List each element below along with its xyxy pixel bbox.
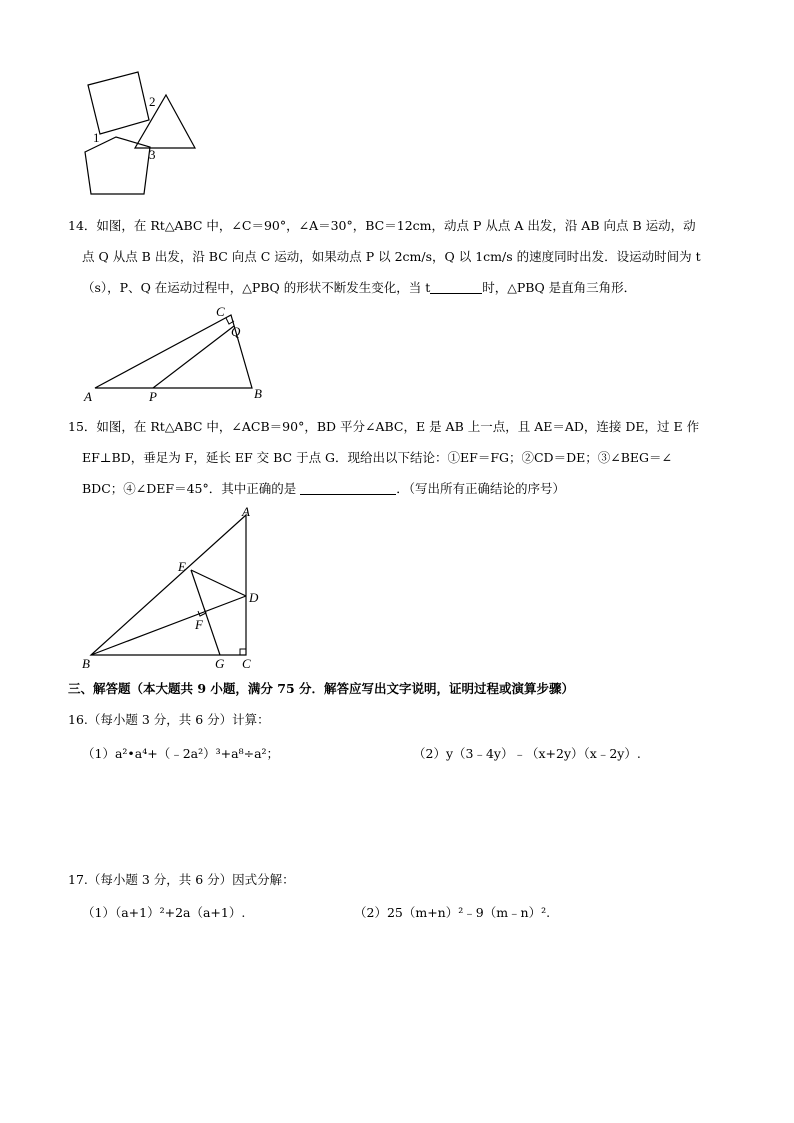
square-shape	[88, 72, 149, 134]
q15-triangle-figure	[78, 502, 278, 674]
angle-label-1: 1	[93, 130, 100, 145]
q14-line-1: 14．如图，在 Rt△ABC 中，∠C＝90°，∠A＝30°，BC＝12cm，动点 P 从点 A 出发，沿 AB 向点 B 运动，动	[68, 218, 696, 233]
q14-line-3a: （s），P、Q 在运动过程中，△PBQ 的形状不断发生变化，当 t	[82, 280, 431, 295]
polygons-figure	[78, 68, 208, 200]
q16-part-2: （2）y（3﹣4y）﹣（x+2y）（x﹣2y）.	[413, 746, 641, 761]
q14-line-3b: 时，△PBQ 是直角三角形．	[482, 280, 637, 295]
label-a: A	[84, 389, 92, 404]
angle-label-2: 2	[149, 94, 156, 109]
q14-line-3	[82, 278, 636, 298]
q15-line-3	[82, 479, 565, 499]
segment-ed	[191, 570, 246, 596]
segment-bd	[91, 596, 246, 655]
label-b: B	[82, 656, 90, 671]
label-c: C	[216, 304, 225, 319]
q17-part-2: （2）25（m+n）²﹣9（m﹣n）².	[354, 905, 551, 920]
q14-answer-blank[interactable]	[430, 280, 482, 294]
label-q: Q	[231, 324, 241, 339]
q15-line-3a: BDC；④∠DEF＝45°．其中正确的是	[82, 481, 297, 496]
q16-part-1: （1）a²•a⁴+（﹣2a²）³+a⁸÷a²；	[82, 746, 280, 761]
q14-line-2: 点 Q 从点 B 出发，沿 BC 向点 C 运动，如果动点 P 以 2cm/s，Q 以 1cm/s 的速度同时出发．设运动时间为 t	[82, 249, 701, 264]
q15-line-3b: ．（写出所有正确结论的序号）	[396, 481, 565, 496]
q17-part-1: （1）（a+1）²+2a（a+1）.	[82, 905, 246, 920]
q15-line-1: 15．如图，在 Rt△ABC 中，∠ACB＝90°，BD 平分∠ABC，E 是 AB 上一点，且 AE＝AD，连接 DE，过 E 作	[68, 419, 700, 434]
triangle-abc	[95, 315, 252, 388]
angle-label-3: 3	[149, 147, 156, 162]
right-angle-mark-c	[240, 649, 246, 655]
label-f: F	[195, 617, 203, 632]
section-3-heading: 三、解答题（本大题共 9 小题，满分 75 分．解答应写出文字说明，证明过程或演算步骤）	[68, 681, 575, 696]
q16-heading: 16.（每小题 3 分，共 6 分）计算：	[68, 712, 270, 727]
pentagon-shape	[85, 137, 150, 194]
label-b: B	[254, 386, 262, 401]
label-d: D	[249, 590, 259, 605]
q15-line-2: EF⊥BD，垂足为 F，延长 EF 交 BC 于点 G．现给出以下结论：①EF＝FG；②CD＝DE；③∠BEG＝∠	[82, 450, 672, 465]
q17-heading: 17.（每小题 3 分，共 6 分）因式分解：	[68, 872, 295, 887]
label-g: G	[215, 656, 225, 671]
q14-triangle-figure	[80, 304, 270, 404]
label-c: C	[242, 656, 251, 671]
q15-answer-blank[interactable]	[300, 481, 396, 495]
label-a: A	[242, 504, 250, 519]
label-p: P	[149, 389, 157, 404]
label-e: E	[178, 559, 186, 574]
